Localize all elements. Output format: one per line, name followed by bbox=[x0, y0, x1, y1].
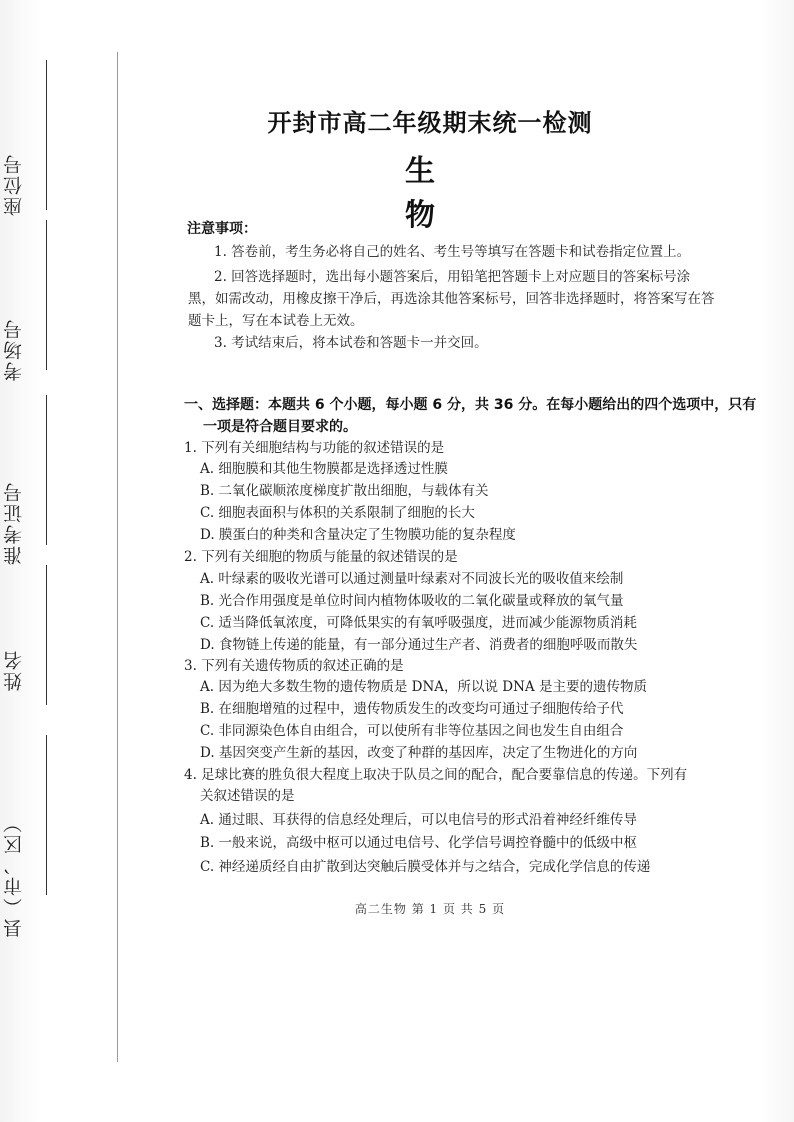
option-d[interactable]: D. 食物链上传递的能量，有一部分通过生产者、消费者的细胞呼吸而散失 bbox=[200, 637, 638, 653]
seat-line[interactable] bbox=[46, 60, 47, 210]
notice-line: 2. 回答选择题时，选出每小题答案后，用铅笔把答题卡上对应题目的答案标号涂 bbox=[214, 269, 691, 285]
option-d[interactable]: D. 基因突变产生新的基因，改变了种群的基因库，决定了生物进化的方向 bbox=[200, 745, 638, 761]
subject-title: 生 物 bbox=[405, 154, 505, 233]
option-a[interactable]: A. 通过眼、耳获得的信息经处理后，可以电信号的形式沿着神经纤维传导 bbox=[200, 812, 637, 828]
option-b[interactable]: B. 在细胞增殖的过程中，遗传物质发生的改变均可通过子细胞传给子代 bbox=[200, 701, 624, 717]
notice-line: 1. 答卷前，考生务必将自己的姓名、考生号等填写在答题卡和试卷指定位置上。 bbox=[214, 244, 691, 260]
option-b[interactable]: B. 光合作用强度是单位时间内植物体吸收的二氧化碳量或释放的氧气量 bbox=[200, 593, 624, 609]
option-c[interactable]: C. 细胞表面积与体积的关系限制了细胞的长大 bbox=[200, 505, 475, 521]
exam-room-label: 考场号 bbox=[3, 318, 25, 382]
section-heading: 一、选择题：本题共 6 个小题，每小题 6 分，共 36 分。在每小题给出的四个选项中，只有 bbox=[184, 397, 757, 413]
county-line[interactable] bbox=[46, 735, 47, 895]
option-c[interactable]: C. 神经递质经自由扩散到达突触后膜受体并与之结合，完成化学信息的传递 bbox=[200, 859, 651, 875]
question-stem: 1. 下列有关细胞结构与功能的叙述错误的是 bbox=[184, 440, 445, 456]
question-stem: 2. 下列有关细胞的物质与能量的叙述错误的是 bbox=[184, 549, 458, 565]
binding-line bbox=[117, 52, 118, 1062]
name-label: 姓名 bbox=[3, 649, 25, 691]
seat-label: 座位号 bbox=[3, 153, 25, 217]
page-footer: 高二生物 第 1 页 共 5 页 bbox=[354, 902, 506, 916]
notice-heading: 注意事项： bbox=[187, 221, 257, 237]
option-c[interactable]: C. 非同源染色体自由组合，可以使所有非等位基因之间也发生自由组合 bbox=[200, 723, 624, 739]
section-heading-cont: 一项是符合题目要求的。 bbox=[203, 419, 357, 435]
notice-line: 题卡上，写在本试卷上无效。 bbox=[188, 313, 364, 329]
question-stem: 4. 足球比赛的胜负很大程度上取决于队员之间的配合，配合要靠信息的传递。下列有 bbox=[184, 767, 688, 783]
option-a[interactable]: A. 叶绿素的吸收光谱可以通过测量叶绿素对不同波长光的吸收值来绘制 bbox=[200, 571, 624, 587]
option-b[interactable]: B. 二氧化碳顺浓度梯度扩散出细胞，与载体有关 bbox=[200, 483, 489, 499]
option-a[interactable]: A. 细胞膜和其他生物膜都是选择透过性膜 bbox=[200, 461, 448, 477]
notice-line: 3. 考试结束后，将本试卷和答题卡一并交回。 bbox=[214, 335, 488, 351]
option-c[interactable]: C. 适当降低氧浓度，可降低果实的有氧呼吸强度，进而减少能源物质消耗 bbox=[200, 615, 637, 631]
ticket-label: 准考证号 bbox=[3, 481, 25, 565]
option-a[interactable]: A. 因为绝大多数生物的遗传物质是 DNA，所以说 DNA 是主要的遗传物质 bbox=[200, 679, 647, 695]
county-label: 县（市、区） bbox=[3, 812, 25, 938]
option-d[interactable]: D. 膜蛋白的种类和含量决定了生物膜功能的复杂程度 bbox=[200, 527, 516, 543]
ticket-line[interactable] bbox=[46, 395, 47, 545]
question-stem-cont: 关叙述错误的是 bbox=[200, 788, 295, 804]
question-stem: 3. 下列有关遗传物质的叙述正确的是 bbox=[184, 658, 404, 674]
name-line[interactable] bbox=[46, 565, 47, 705]
option-b[interactable]: B. 一般来说，高级中枢可以通过电信号、化学信号调控脊髓中的低级中枢 bbox=[200, 835, 638, 851]
exam-room-line[interactable] bbox=[46, 220, 47, 370]
exam-title: 开封市高二年级期末统一检测 bbox=[267, 108, 593, 137]
notice-line: 黑，如需改动，用橡皮擦干净后，再选涂其他答案标号，回答非选择题时，将答案写在答 bbox=[188, 291, 715, 307]
